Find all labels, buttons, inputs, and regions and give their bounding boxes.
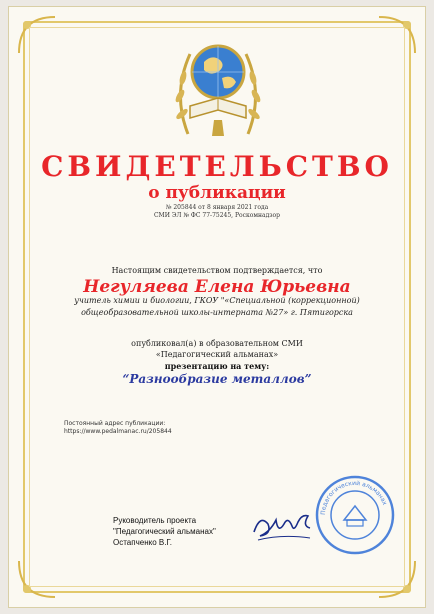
corner-ornament-top-right: [377, 15, 417, 55]
registration-line-media: СМИ ЭЛ № ФС 77-75245, Роскомнадзор: [153, 212, 281, 219]
certificate-title: СВИДЕТЕЛЬСТВО: [41, 150, 393, 183]
handwritten-signature-icon: [250, 502, 320, 552]
corner-ornament-top-left: [17, 15, 57, 55]
almanac-name: «Педагогический альманах»: [155, 350, 279, 359]
recipient-position-line2: общеобразовательной школы-интерната №27» г. Пятигорска: [81, 308, 353, 317]
work-type-label: презентацию на тему:: [164, 361, 270, 371]
intro-text: Настоящим свидетельством подтверждается, что: [111, 266, 323, 275]
published-text: опубликовал(а) в образовательном СМИ: [131, 339, 303, 348]
signer-organization: "Педагогический альманах": [113, 527, 216, 536]
recipient-name: Негуляева Елена Юрьевна: [83, 277, 351, 297]
certificate-subtitle: о публикации: [148, 183, 286, 203]
official-seal-stamp-icon: [314, 474, 396, 556]
corner-ornament-bottom-left: [17, 559, 57, 599]
signer-name: Остапченко В.Г.: [113, 538, 173, 547]
publication-url[interactable]: https://www.pedalmanac.ru/205844: [64, 428, 172, 435]
registration-line-number: № 205844 от 8 января 2021 года: [165, 204, 269, 211]
address-label: Постоянный адрес публикации:: [64, 420, 166, 427]
globe-book-emblem-icon: [168, 24, 268, 144]
stamp-ring-text: Педагогический альманах: [319, 479, 389, 516]
corner-ornament-bottom-right: [377, 559, 417, 599]
recipient-position-line1: учитель химии и биологии, ГКОУ "«Специальной (коррекционной): [74, 296, 360, 305]
signer-title: Руководитель проекта: [113, 516, 197, 525]
work-title: “Разнообразие металлов”: [122, 372, 312, 386]
